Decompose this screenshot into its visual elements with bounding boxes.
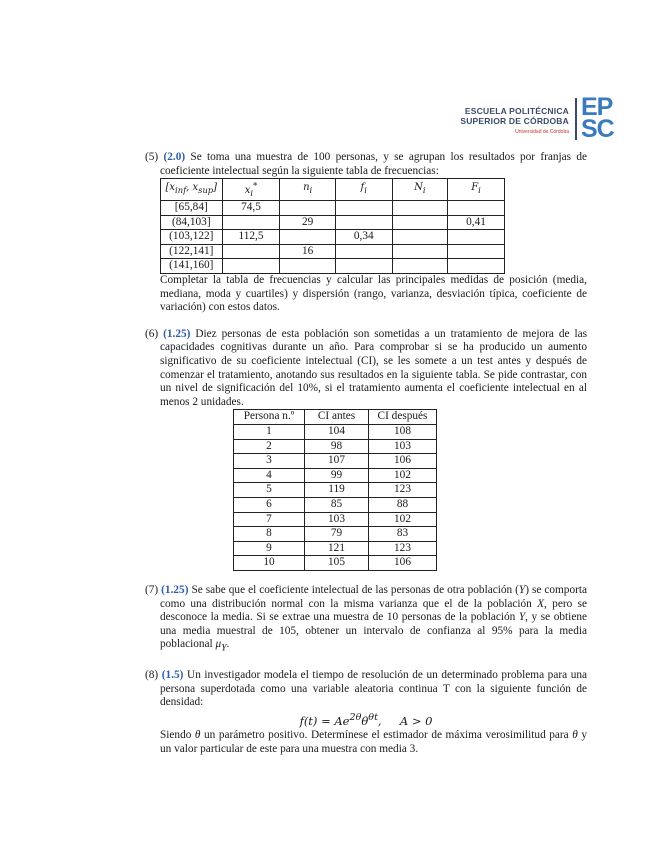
table-cell (222, 259, 280, 274)
logo-text (460, 106, 569, 137)
question-5-intro (145, 151, 587, 178)
table-cell: 99 (305, 468, 369, 483)
question-7-text (145, 584, 587, 656)
table-cell: (122,141] (161, 244, 223, 259)
question-6-points: (1.25) (163, 327, 191, 340)
question-8-part-a: Siendo (160, 729, 195, 742)
question-5-text: Se toma una muestra de 100 personas, y se agrupan los resultados por franjas de coeficiente intelectual según la siguiente tabla de frecuencias: (160, 151, 587, 177)
table-cell (335, 244, 392, 259)
table-cell (222, 244, 280, 259)
table-cell: 16 (280, 244, 335, 259)
frequency-table-row (161, 230, 505, 245)
question-5-number: (5) (145, 151, 159, 163)
ci-table-row (234, 541, 437, 556)
question-8-part-b: un parámetro positivo. Determínese el estimador de máxima verosimilitud para (200, 729, 573, 742)
table-cell: 112,5 (222, 230, 280, 245)
table-cell: 9 (234, 541, 305, 556)
formula-exp-2: θt (368, 711, 378, 723)
table-cell: 108 (369, 425, 437, 440)
header-cum-rel-freq: $F_i$ (448, 179, 505, 201)
header-ci-before: CI antes (305, 410, 369, 425)
table-cell: 5 (234, 483, 305, 498)
ci-table-row (234, 527, 437, 542)
question-8-part-c: y un valor particular de este para una muestra con media 3. (160, 729, 587, 755)
frequency-table-row (161, 201, 505, 216)
table-cell: 103 (305, 512, 369, 527)
frequency-table (160, 178, 505, 274)
table-cell: (84,103] (161, 215, 223, 230)
ci-table-header (234, 410, 437, 425)
logo-line-1: ESCUELA POLITÉCNICA (464, 106, 569, 116)
question-5-outro: Completar la tabla de frecuencias y calcular las principales medidas de posición (media, mediana, moda y cuartiles) y dispersión (rango, varianza, desviación típica, coeficiente de variación) con estos datos. (160, 274, 587, 314)
table-cell (222, 215, 280, 230)
formula-theta: θ (361, 713, 369, 728)
var-y-2: Y (518, 611, 526, 624)
table-cell: 106 (369, 556, 437, 571)
var-x: X (537, 597, 545, 610)
table-cell: 106 (369, 454, 437, 469)
table-cell: (141,160] (161, 259, 223, 274)
question-7-points: (1.25) (161, 583, 189, 596)
formula-condition: , A > 0 (377, 713, 433, 728)
ci-table-row (234, 454, 437, 469)
school-logo (455, 93, 635, 150)
table-cell: 74,5 (222, 201, 280, 216)
table-cell: 121 (305, 541, 369, 556)
table-cell (448, 259, 505, 274)
ci-table (233, 409, 437, 571)
table-cell: 123 (369, 483, 437, 498)
header-person: Persona n.º (234, 410, 305, 425)
table-cell: 102 (369, 512, 437, 527)
question-6-number: (6) (145, 327, 159, 340)
frequency-table-header (161, 179, 505, 201)
table-cell: 98 (305, 439, 369, 454)
frequency-table-body (161, 201, 505, 274)
question-7-part-b: ) se comporta como una distribución normal con la misma varianza que el de la población (160, 583, 588, 610)
table-cell (392, 201, 447, 216)
logo-divider (575, 98, 577, 140)
frequency-table-row (161, 244, 505, 259)
table-cell: 107 (305, 454, 369, 469)
question-6-text (145, 328, 587, 410)
header-ci-after: CI después (369, 410, 437, 425)
table-cell (392, 244, 447, 259)
density-formula (145, 711, 587, 728)
ci-table-body (234, 425, 437, 571)
header-cum-abs-freq: $N_i$ (392, 179, 447, 201)
table-cell: 29 (280, 215, 335, 230)
table-cell (335, 201, 392, 216)
logo-line-2: SUPERIOR DE CÓRDOBA (460, 116, 569, 126)
table-cell: 105 (305, 556, 369, 571)
question-8-number: (8) (145, 669, 159, 682)
table-cell: [65,84] (161, 201, 223, 216)
table-cell (280, 201, 335, 216)
table-cell (280, 259, 335, 274)
ci-table-row (234, 425, 437, 440)
mu-subscript: Y (221, 643, 227, 654)
table-cell: 7 (234, 512, 305, 527)
header-class-mark: $x_i^*$ (222, 179, 280, 201)
ci-table-row (234, 556, 437, 571)
table-cell (448, 201, 505, 216)
table-cell: 6 (234, 497, 305, 512)
table-cell: 123 (369, 541, 437, 556)
theta-symbol: θ (194, 729, 201, 742)
table-cell (392, 215, 447, 230)
table-cell: 4 (234, 468, 305, 483)
table-cell: 119 (305, 483, 369, 498)
ci-table-row (234, 468, 437, 483)
table-cell (335, 259, 392, 274)
ci-table-row (234, 483, 437, 498)
table-cell: 1 (234, 425, 305, 440)
question-8-body: Un investigador modela el tiempo de resolución de un determinado problema para una persona superdotada como una variable aleatoria continua T con la siguiente función de densidad: (160, 669, 588, 709)
question-8-conclusion (145, 729, 587, 756)
table-cell: 85 (305, 497, 369, 512)
ci-table-row (234, 512, 437, 527)
header-rel-freq: $f_i$ (335, 179, 392, 201)
logo-mark-top: EP (581, 93, 613, 121)
table-cell: 102 (369, 468, 437, 483)
table-cell: 103 (369, 439, 437, 454)
table-cell (335, 215, 392, 230)
table-cell: 0,34 (335, 230, 392, 245)
question-7-part-a: Se sabe que el coeficiente intelectual de las personas de otra población ( (191, 583, 519, 596)
ci-table-row (234, 497, 437, 512)
ci-table-row (234, 439, 437, 454)
question-7-number: (7) (145, 583, 159, 596)
header-abs-freq: $n_i$ (280, 179, 335, 201)
table-cell (392, 259, 447, 274)
question-7-part-d: , y se obtiene una media muestral de 105, obtener un intervalo de confianza al 95% para la media poblacional (160, 611, 587, 651)
formula-exp-1: 2θ (349, 711, 362, 723)
question-5-points: (2.0) (163, 151, 186, 163)
table-cell (448, 230, 505, 245)
question-8-points: (1.5) (161, 669, 184, 682)
header-interval: [$x_{inf}$, $x_{sup}$] (161, 179, 223, 201)
table-cell: 88 (369, 497, 437, 512)
logo-line-3: Universidad de Córdoba (515, 129, 569, 135)
question-6-body: Diez personas de esta población son sometidas a un tratamiento de mejora de las capacidades cognitivas durante un año. Para comprobar si se ha producido un aumento significativo de su coeficiente intelectual (CI), se les somete a un test antes y después de comenzar el tratamiento, anotando sus resultados en la siguiente tabla. Se pide contrastar, con un nivel de significación del 10%, si el tratamiento aumenta el coeficiente intelectual en al menos 2 unidades. (160, 327, 587, 408)
table-cell: (103,122] (161, 230, 223, 245)
formula-lhs: f(t) = Ae (299, 713, 350, 728)
mu-symbol: μ (215, 638, 222, 651)
var-y: Y (518, 583, 526, 596)
table-cell (392, 230, 447, 245)
table-cell: 0,41 (448, 215, 505, 230)
frequency-table-row (161, 259, 505, 274)
table-cell: 10 (234, 556, 305, 571)
theta-symbol-2: θ (572, 729, 578, 742)
table-cell: 3 (234, 454, 305, 469)
table-cell: 2 (234, 439, 305, 454)
question-8-text (145, 669, 587, 710)
table-cell: 83 (369, 527, 437, 542)
exam-content (145, 151, 587, 757)
frequency-table-row (161, 215, 505, 230)
epsc-logo-mark (581, 93, 633, 144)
table-cell (280, 230, 335, 245)
table-cell: 104 (305, 425, 369, 440)
table-cell (448, 244, 505, 259)
table-cell: 8 (234, 527, 305, 542)
table-cell: 79 (305, 527, 369, 542)
logo-mark-bottom: SC (581, 115, 614, 143)
question-7-part-c: , pero se desconoce la media. Si se extrae una muestra de 10 personas de la población (160, 597, 587, 624)
question-7-part-e: . (226, 638, 230, 651)
